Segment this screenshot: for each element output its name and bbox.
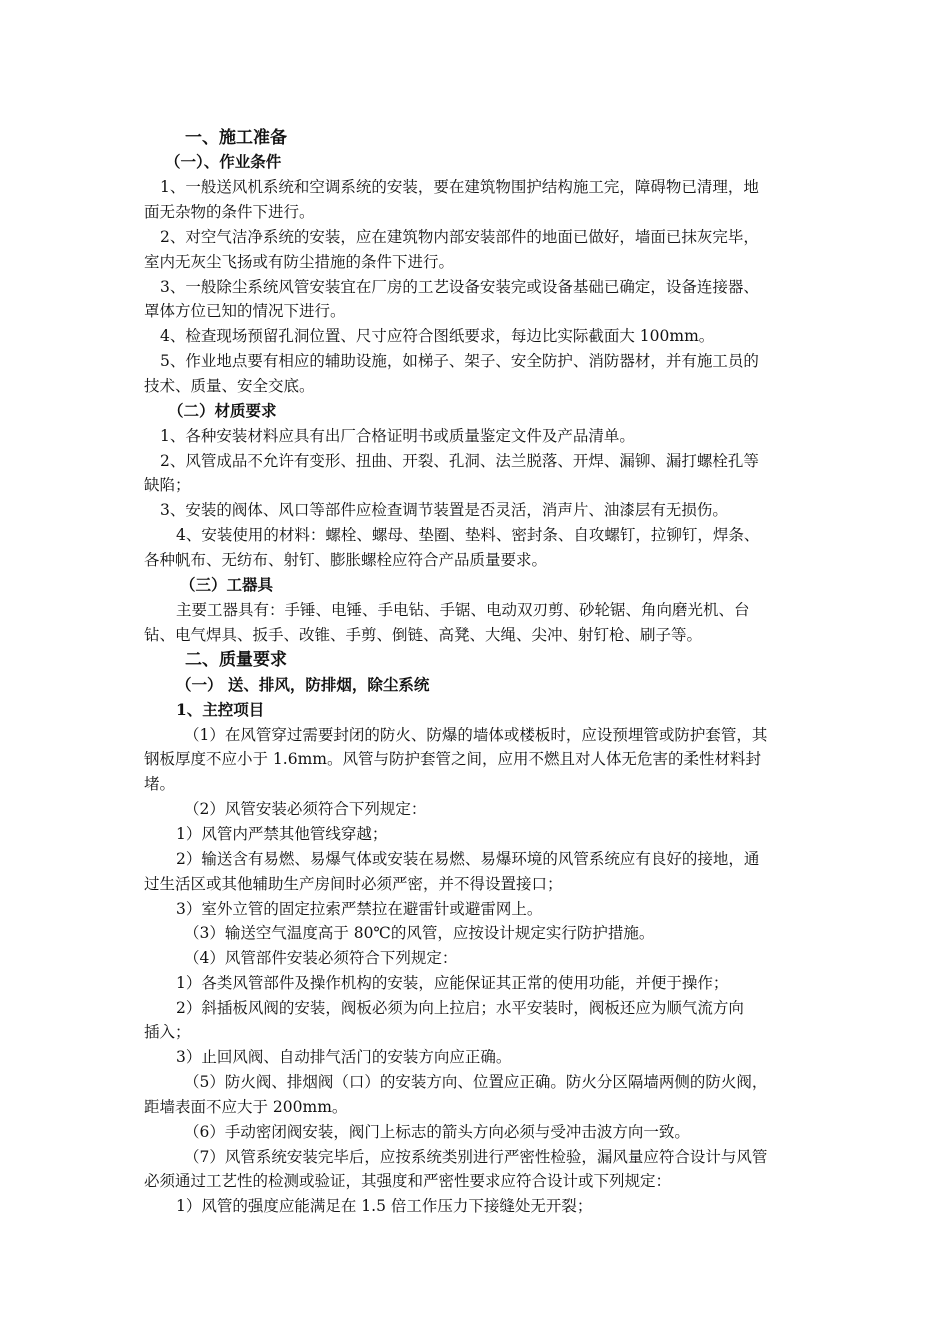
paragraph-line: 2、对空气洁净系统的安装，应在建筑物内部安装部件的地面已做好，墙面已抹灰完毕， [160, 228, 759, 246]
paragraph-line: 主要工器具有：手锤、电锤、手电钻、手锯、电动双刃剪、砂轮锯、角向磨光机、台 [176, 601, 750, 619]
paragraph-line: 3）止回风阀、自动排气活门的安装方向应正确。 [176, 1048, 512, 1066]
paragraph-line: （4）风管部件安装必须符合下列规定： [184, 949, 458, 967]
paragraph-line: 2）输送含有易燃、易爆气体或安装在易燃、易爆环境的风管系统应有良好的接地，通 [176, 850, 760, 868]
paragraph-line: 各种帆布、无纺布、射钉、膨胀螺栓应符合产品质量要求。 [144, 551, 548, 569]
heading-construction-prep: 一、施工准备 [185, 128, 287, 148]
paragraph-line: 必须通过工艺性的检测或验证，其强度和严密性要求应符合设计或下列规定： [144, 1172, 672, 1190]
subheading-ventilation-systems: （一） 送、排风，防排烟，除尘系统 [176, 675, 430, 694]
paragraph-line: 1）风管的强度应能满足在 1.5 倍工作压力下接缝处无开裂； [176, 1197, 593, 1215]
paragraph-line: 2）斜插板风阀的安装，阀板必须为向上拉启；水平安装时，阀板还应为顺气流方向 [176, 999, 744, 1017]
subheading-material-requirements: （二）材质要求 [168, 401, 277, 420]
paragraph-line: 2、风管成品不允许有变形、扭曲、开裂、孔洞、法兰脱落、开焊、漏铆、漏打螺栓孔等 [160, 452, 759, 470]
paragraph-line: （7）风管系统安装完毕后，应按系统类别进行严密性检验，漏风量应符合设计与风管 [184, 1148, 768, 1166]
paragraph-line: 1）风管内严禁其他管线穿越； [176, 825, 388, 843]
paragraph-line: 技术、质量、安全交底。 [144, 377, 315, 395]
paragraph-line: （6）手动密闭阀安装，阀门上标志的箭头方向必须与受冲击波方向一致。 [184, 1123, 690, 1141]
paragraph-line: 距墙表面不应大于 200mm。 [144, 1098, 348, 1116]
paragraph-line: （1）在风管穿过需要封闭的防火、防爆的墙体或楼板时，应设预埋管或防护套管，其 [184, 726, 768, 744]
paragraph-line: 罩体方位已知的情况下进行。 [144, 302, 346, 320]
paragraph-line: 钻、电气焊具、扳手、改锥、手剪、倒链、高凳、大绳、尖冲、射钉枪、刷子等。 [144, 626, 703, 644]
paragraph-line: 钢板厚度不应小于 1.6mm。风管与防护套管之间，应用不燃且对人体无危害的柔性材料封 [144, 750, 761, 768]
paragraph-line: 3）室外立管的固定拉索严禁拉在避雷针或避雷网上。 [176, 900, 543, 918]
paragraph-line: 过生活区或其他辅助生产房间时必须严密，并不得设置接口； [144, 875, 563, 893]
subheading-tools: （三）工器具 [180, 575, 274, 594]
paragraph-line: 室内无灰尘飞扬或有防尘措施的条件下进行。 [144, 253, 455, 271]
paragraph-line: 缺陷； [144, 476, 191, 494]
paragraph-line: 1、一般送风机系统和空调系统的安装，要在建筑物围护结构施工完，障碍物已清理，地 [160, 178, 759, 196]
subheading-main-items: 1、主控项目 [176, 700, 265, 719]
paragraph-line: 1、各种安装材料应具有出厂合格证明书或质量鉴定文件及产品清单。 [160, 427, 635, 445]
paragraph-line: （2）风管安装必须符合下列规定： [184, 800, 427, 818]
paragraph-line: 堵。 [144, 775, 176, 793]
paragraph-line: 插入； [144, 1023, 191, 1041]
paragraph-line: 4、安装使用的材料：螺栓、螺母、垫圈、垫料、密封条、自攻螺钉，拉铆钉，焊条、 [176, 526, 760, 544]
heading-quality-requirements: 二、质量要求 [185, 650, 287, 670]
paragraph-line: 4、检查现场预留孔洞位置、尺寸应符合图纸要求，每边比实际截面大 100mm。 [160, 327, 715, 345]
subheading-work-conditions: （一）、作业条件 [165, 152, 282, 171]
paragraph-line: 面无杂物的条件下进行。 [144, 203, 315, 221]
paragraph-line: 3、一般除尘系统风管安装宜在厂房的工艺设备安装完或设备基础已确定，设备连接器、 [160, 278, 759, 296]
paragraph-line: （3）输送空气温度高于 80℃的风管，应按设计规定实行防护措施。 [184, 924, 655, 942]
paragraph-line: 3、安装的阀体、风口等部件应检查调节装置是否灵活，消声片、油漆层有无损伤。 [160, 501, 728, 519]
paragraph-line: 5、作业地点要有相应的辅助设施，如梯子、架子、安全防护、消防器材，并有施工员的 [160, 352, 759, 370]
paragraph-line: （5）防火阀、排烟阀（口）的安装方向、位置应正确。防火分区隔墙两侧的防火阀， [184, 1073, 768, 1091]
paragraph-line: 1）各类风管部件及操作机构的安装，应能保证其正常的使用功能，并便于操作； [176, 974, 729, 992]
